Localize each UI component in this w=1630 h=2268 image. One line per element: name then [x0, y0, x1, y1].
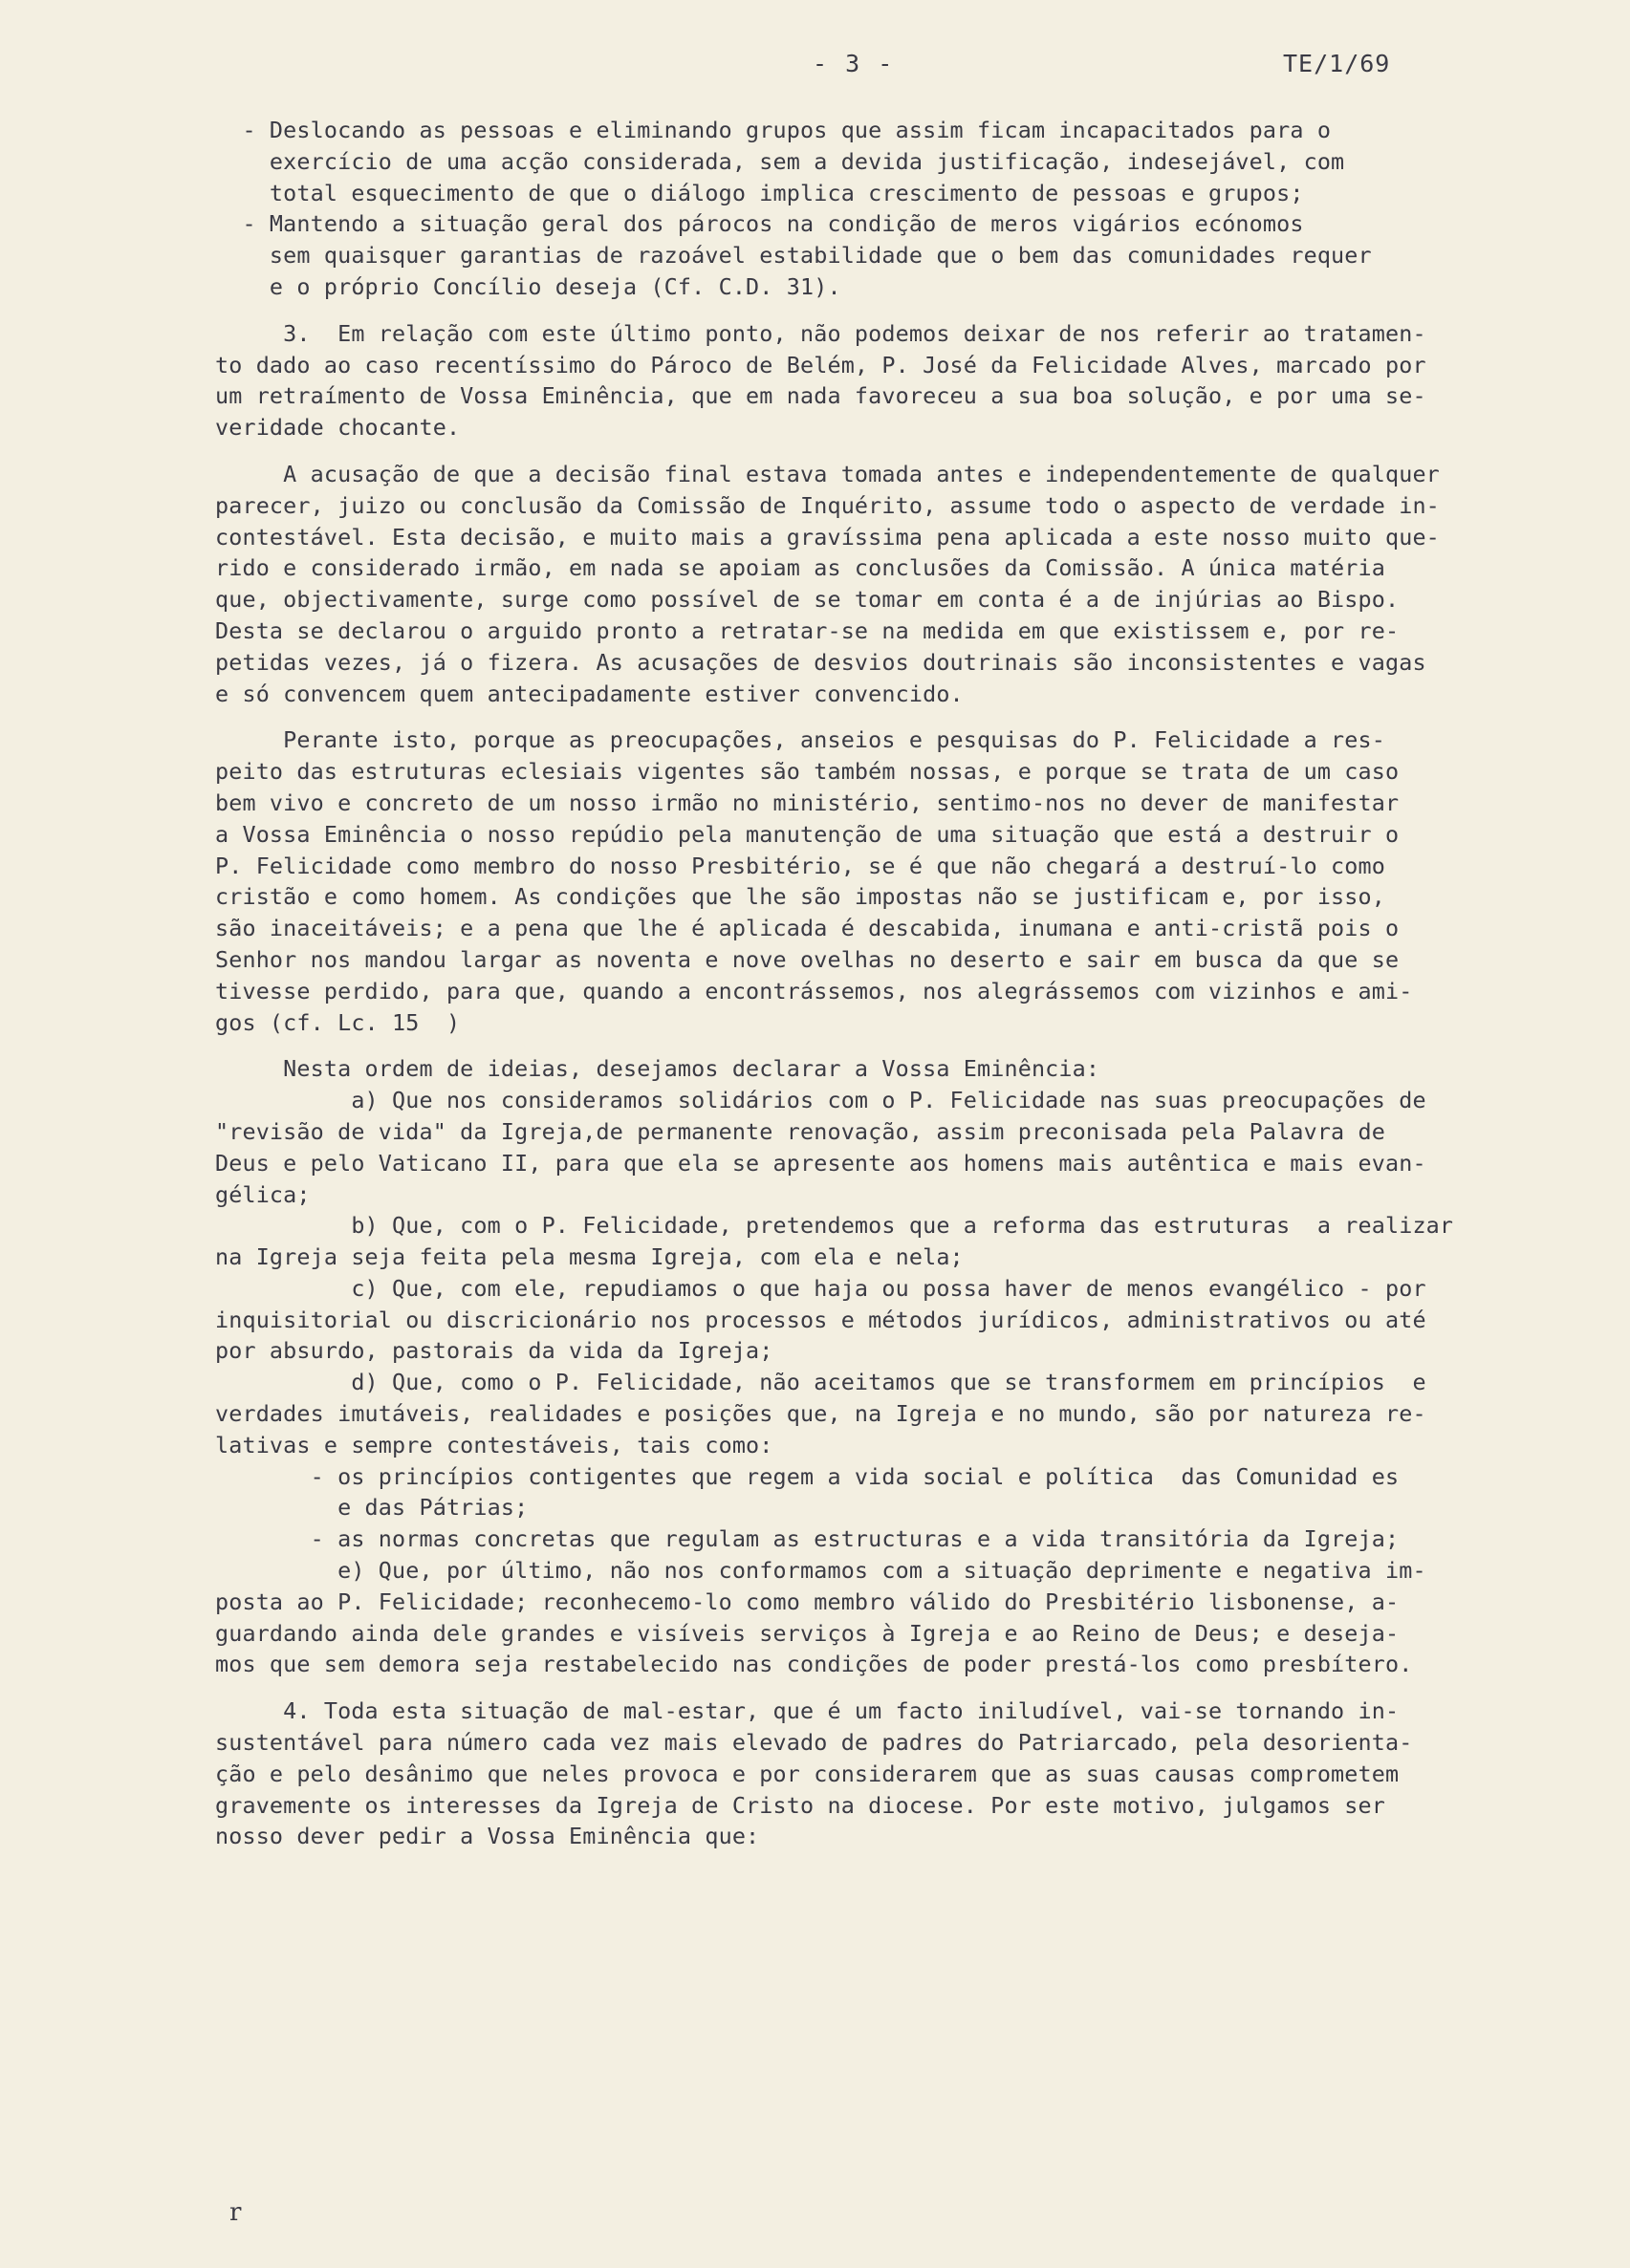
text-line: por absurdo, pastorais da vida da Igreja; [215, 1337, 773, 1365]
page-header [0, 50, 1630, 88]
text-line: total esquecimento de que o diálogo implica crescimento de pessoas e grupos; [215, 179, 1304, 206]
text-line: e só convencem quem antecipadamente estiver convencido. [215, 680, 964, 707]
text-line: inquisitorial ou discricionário nos processos e métodos jurídicos, administrativos ou até [215, 1306, 1426, 1333]
text-line: tivesse perdido, para que, quando a encontrássemos, nos alegrássemos com vizinhos e ami- [215, 977, 1413, 1004]
text-line: to dado ao caso recentíssimo do Pároco de Belém, P. José da Felicidade Alves, marcado por [215, 351, 1426, 378]
document-body [215, 115, 1554, 1852]
text-line: 4. Toda esta situação de mal-estar, que é um facto iniludível, vai-se tornando in- [215, 1697, 1400, 1725]
text-line: Deus e pelo Vaticano II, para que ela se apresente aos homens mais autêntica e mais evan- [215, 1149, 1426, 1177]
text-line: d) Que, como o P. Felicidade, não aceitamos que se transformem em princípios e [215, 1369, 1426, 1396]
text-line: e) Que, por último, não nos conformamos com a situação deprimente e negativa im- [215, 1557, 1426, 1585]
text-line: na Igreja seja feita pela mesma Igreja, com ela e nela; [215, 1243, 964, 1271]
page-number: - 3 - [813, 50, 895, 77]
text-line: são inaceitáveis; e a pena que lhe é aplicada é descabida, inumana e anti-cristã pois o [215, 915, 1400, 942]
text-line: guardando ainda dele grandes e visíveis serviços à Igreja e ao Reino de Deus; e deseja- [215, 1619, 1400, 1647]
text-line: que, objectivamente, surge como possível de se tomar em conta é a de injúrias ao Bispo. [215, 586, 1400, 614]
text-line: ção e pelo desânimo que neles provoca e por considerarem que as suas causas comprometem [215, 1760, 1400, 1787]
text-line: - as normas concretas que regulam as estructuras e a vida transitória da Igreja; [215, 1525, 1400, 1553]
text-line: Perante isto, porque as preocupações, anseios e pesquisas do P. Felicidade a res- [215, 726, 1385, 754]
text-line: "revisão de vida" da Igreja,de permanente renovação, assim preconisada pela Palavra de [215, 1117, 1385, 1145]
text-line: e das Pátrias; [215, 1494, 529, 1522]
text-line: bem vivo e concreto de um nosso irmão no ministério, sentimo-nos no dever de manifestar [215, 788, 1400, 816]
footer-mark: r [229, 2198, 242, 2227]
text-line: c) Que, com ele, repudiamos o que haja ou possa haver de menos evangélico - por [215, 1274, 1426, 1302]
text-line: - Mantendo a situação geral dos párocos na condição de meros vigários ecónomos [215, 210, 1304, 238]
text-line: A acusação de que a decisão final estava tomada antes e independentemente de qualquer [215, 460, 1440, 487]
text-line: parecer, juizo ou conclusão da Comissão de Inquérito, assume todo o aspecto de verdade in- [215, 491, 1440, 519]
text-line: mos que sem demora seja restabelecido nas condições de poder prestá-los como presbítero. [215, 1651, 1413, 1678]
document-reference: TE/1/69 [1283, 50, 1391, 77]
paragraph-gap [215, 443, 1554, 459]
text-line: petidas vezes, já o fizera. As acusações de desvios doutrinais são inconsistentes e vagas [215, 648, 1426, 676]
text-line: posta ao P. Felicidade; reconhecemo-lo como membro válido do Presbitério lisbonense, a- [215, 1588, 1400, 1615]
text-line: a Vossa Eminência o nosso repúdio pela manutenção de uma situação que está a destruir o [215, 820, 1400, 848]
text-line: nosso dever pedir a Vossa Eminência que: [215, 1823, 760, 1850]
text-line: rido e considerado irmão, em nada se apoiam as conclusões da Comissão. A única matéria [215, 554, 1385, 582]
text-line: 3. Em relação com este último ponto, não podemos deixar de nos referir ao tratamen- [215, 319, 1426, 347]
text-line: Senhor nos mandou largar as noventa e nove ovelhas no deserto e sair em busca da que se [215, 945, 1400, 973]
text-line: sem quaisquer garantias de razoável estabilidade que o bem das comunidades requer [215, 242, 1372, 270]
text-line: lativas e sempre contestáveis, tais como: [215, 1431, 773, 1458]
text-line: cristão e como homem. As condições que lhe são impostas não se justificam e, por isso, [215, 883, 1385, 911]
text-line: gélica; [215, 1180, 311, 1208]
text-line: - os princípios contigentes que regem a vida social e política das Comunidad es [215, 1462, 1400, 1490]
paragraph-gap [215, 709, 1554, 724]
text-line: P. Felicidade como membro do nosso Presbitério, se é que não chegará a destruí-lo como [215, 852, 1385, 879]
text-line: um retraímento de Vossa Eminência, que em nada favoreceu a sua boa solução, e por uma se- [215, 382, 1426, 410]
text-line: verdades imutáveis, realidades e posições que, na Igreja e no mundo, são por natureza re- [215, 1400, 1426, 1428]
text-line: peito das estruturas eclesiais vigentes são também nossas, e porque se trata de um caso [215, 758, 1400, 786]
text-line: gos (cf. Lc. 15 ) [215, 1008, 461, 1036]
text-line: exercício de uma acção considerada, sem a devida justificação, indesejável, com [215, 147, 1345, 175]
text-line: contestável. Esta decisão, e muito mais a gravíssima pena aplicada a este nosso muito que- [215, 523, 1440, 551]
text-line: Nesta ordem de ideias, desejamos declarar a Vossa Eminência: [215, 1055, 1100, 1083]
text-line: a) Que nos consideramos solidários com o P. Felicidade nas suas preocupações de [215, 1087, 1426, 1114]
text-line: b) Que, com o P. Felicidade, pretendemos que a reforma das estruturas a realizar [215, 1212, 1454, 1240]
paragraph-gap [215, 303, 1554, 318]
text-line: gravemente os interesses da Igreja de Cristo na diocese. Por este motivo, julgamos ser [215, 1791, 1385, 1819]
text-line: veridade chocante. [215, 414, 461, 442]
text-line: Desta se declarou o arguido pronto a retratar-se na medida em que existissem e, por re- [215, 616, 1400, 644]
paragraph-gap [215, 1038, 1554, 1053]
text-line: sustentável para número cada vez mais elevado de padres do Patriarcado, pela desorienta- [215, 1729, 1413, 1757]
text-line: e o próprio Concílio deseja (Cf. C.D. 31). [215, 272, 841, 300]
paragraph-gap [215, 1680, 1554, 1696]
text-line: - Deslocando as pessoas e eliminando grupos que assim ficam incapacitados para o [215, 117, 1332, 143]
